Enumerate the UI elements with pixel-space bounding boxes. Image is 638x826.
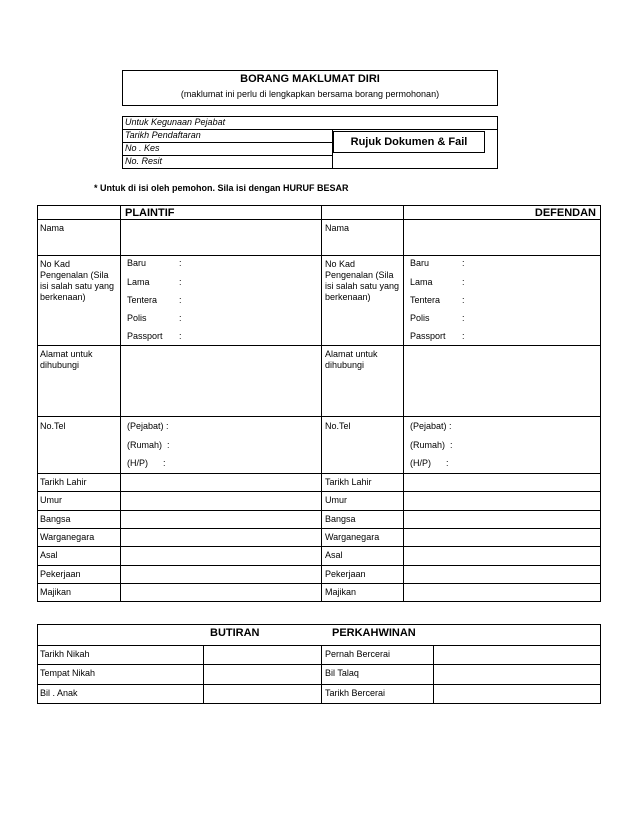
defendan-tel-rumah[interactable]: (Rumah) :: [410, 440, 453, 450]
defendan-pekerjaan-label: Pekerjaan: [325, 569, 366, 579]
tarikh-bercerai-field[interactable]: [434, 685, 600, 704]
tarikh-nikah-label: Tarikh Nikah: [40, 649, 90, 659]
defendan-asal-label: Asal: [325, 550, 343, 560]
colon: :: [179, 331, 182, 341]
colon: :: [179, 295, 182, 305]
id-polis-label: Polis: [127, 313, 147, 323]
no-kes-label: No . Kes: [125, 143, 160, 153]
plaintif-notel-label: No.Tel: [40, 421, 66, 431]
bil-talaq-field[interactable]: [434, 665, 600, 684]
defendan-notel-label: No.Tel: [325, 421, 351, 431]
plaintif-tel-pejabat[interactable]: (Pejabat) :: [127, 421, 169, 431]
tarikh-bercerai-label: Tarikh Bercerai: [325, 688, 386, 698]
colon: :: [462, 258, 465, 268]
plaintif-nama-label: Nama: [40, 223, 65, 233]
id-baru-label: Baru: [410, 258, 430, 268]
defendan-nokad-label: No Kad Pengenalan (Sila isi salah satu yang berkenaan): [325, 259, 400, 302]
plaintif-warganegara-label: Warganegara: [40, 532, 95, 542]
defendan-alamat-field[interactable]: [404, 346, 600, 416]
rujuk-dokumen-label: Rujuk Dokumen & Fail: [350, 136, 468, 148]
defendan-header: DEFENDAN: [534, 207, 596, 219]
plaintif-tarikh-lahir-label: Tarikh Lahir: [40, 477, 87, 487]
plaintif-alamat-field[interactable]: [121, 346, 321, 416]
plaintif-pekerjaan-label: Pekerjaan: [40, 569, 81, 579]
defendan-warganegara-label: Warganegara: [325, 532, 380, 542]
plaintif-umur-label: Umur: [40, 495, 62, 505]
id-polis-label: Polis: [410, 313, 430, 323]
id-lama-label: Lama: [127, 277, 150, 287]
defendan-bangsa-label: Bangsa: [325, 514, 356, 524]
defendan-id-lama[interactable]: [410, 277, 480, 288]
id-passport-label: Passport: [127, 331, 163, 341]
instruction-note: * Untuk di isi oleh pemohon. Sila isi dengan HURUF BESAR: [94, 183, 349, 193]
id-tentera-label: Tentera: [127, 295, 158, 305]
defendan-id-tentera[interactable]: [410, 295, 480, 306]
plaintif-id-lama[interactable]: [127, 277, 197, 288]
tempat-nikah-field[interactable]: [204, 665, 321, 684]
id-lama-label: Lama: [410, 277, 433, 287]
defendan-id-passport[interactable]: [410, 331, 480, 342]
no-resit-label: No. Resit: [125, 156, 163, 166]
defendan-tarikh-lahir-label: Tarikh Lahir: [325, 477, 372, 487]
form-title: BORANG MAKLUMAT DIRI: [240, 73, 380, 85]
tempat-nikah-label: Tempat Nikah: [40, 668, 96, 678]
plaintif-nama-field[interactable]: [121, 220, 321, 255]
bil-anak-field[interactable]: [204, 685, 321, 704]
colon: :: [462, 331, 465, 341]
id-passport-label: Passport: [410, 331, 446, 341]
colon: :: [462, 313, 465, 323]
pernah-bercerai-field[interactable]: [434, 646, 600, 664]
defendan-alamat-label: Alamat untuk dihubungi: [325, 349, 378, 370]
plaintif-nokad-label: No Kad Pengenalan (Sila isi salah satu yang berkenaan): [40, 259, 115, 302]
plaintif-tel-rumah[interactable]: (Rumah) :: [127, 440, 170, 450]
form-subtitle: (maklumat ini perlu di lengkapkan bersama borang permohonan): [180, 89, 440, 99]
plaintif-tel-hp[interactable]: (H/P) :: [127, 458, 166, 468]
defendan-nama-field[interactable]: [404, 220, 600, 255]
defendan-nama-label: Nama: [325, 223, 350, 233]
tarikh-nikah-field[interactable]: [204, 646, 321, 664]
plaintif-id-passport[interactable]: [127, 331, 197, 342]
colon: :: [462, 277, 465, 287]
plaintif-bangsa-label: Bangsa: [40, 514, 71, 524]
butiran-title: BUTIRAN: [210, 627, 260, 639]
plaintif-asal-label: Asal: [40, 550, 58, 560]
perkahwinan-title: PERKAHWINAN: [332, 627, 416, 639]
plaintif-alamat-label: Alamat untuk dihubungi: [40, 349, 93, 370]
defendan-tel-hp[interactable]: (H/P) :: [410, 458, 449, 468]
defendan-id-baru[interactable]: [410, 258, 480, 269]
office-use-label: Untuk Kegunaan Pejabat: [125, 117, 226, 127]
colon: :: [179, 258, 182, 268]
id-baru-label: Baru: [127, 258, 147, 268]
defendan-id-polis[interactable]: [410, 313, 480, 324]
tarikh-pendaftaran-label: Tarikh Pendaftaran: [125, 130, 201, 140]
rujuk-dokumen-button[interactable]: [333, 131, 485, 153]
plaintif-id-baru[interactable]: [127, 258, 197, 269]
colon: :: [179, 277, 182, 287]
bil-talaq-label: Bil Talaq: [325, 668, 359, 678]
defendan-majikan-label: Majikan: [325, 587, 357, 597]
plaintif-majikan-label: Majikan: [40, 587, 72, 597]
plaintif-id-tentera[interactable]: [127, 295, 197, 306]
colon: :: [179, 313, 182, 323]
colon: :: [462, 295, 465, 305]
bil-anak-label: Bil . Anak: [40, 688, 78, 698]
id-tentera-label: Tentera: [410, 295, 441, 305]
plaintif-header: PLAINTIF: [125, 207, 175, 219]
defendan-tel-pejabat[interactable]: (Pejabat) :: [410, 421, 452, 431]
plaintif-id-polis[interactable]: [127, 313, 197, 324]
defendan-umur-label: Umur: [325, 495, 347, 505]
pernah-bercerai-label: Pernah Bercerai: [325, 649, 391, 659]
